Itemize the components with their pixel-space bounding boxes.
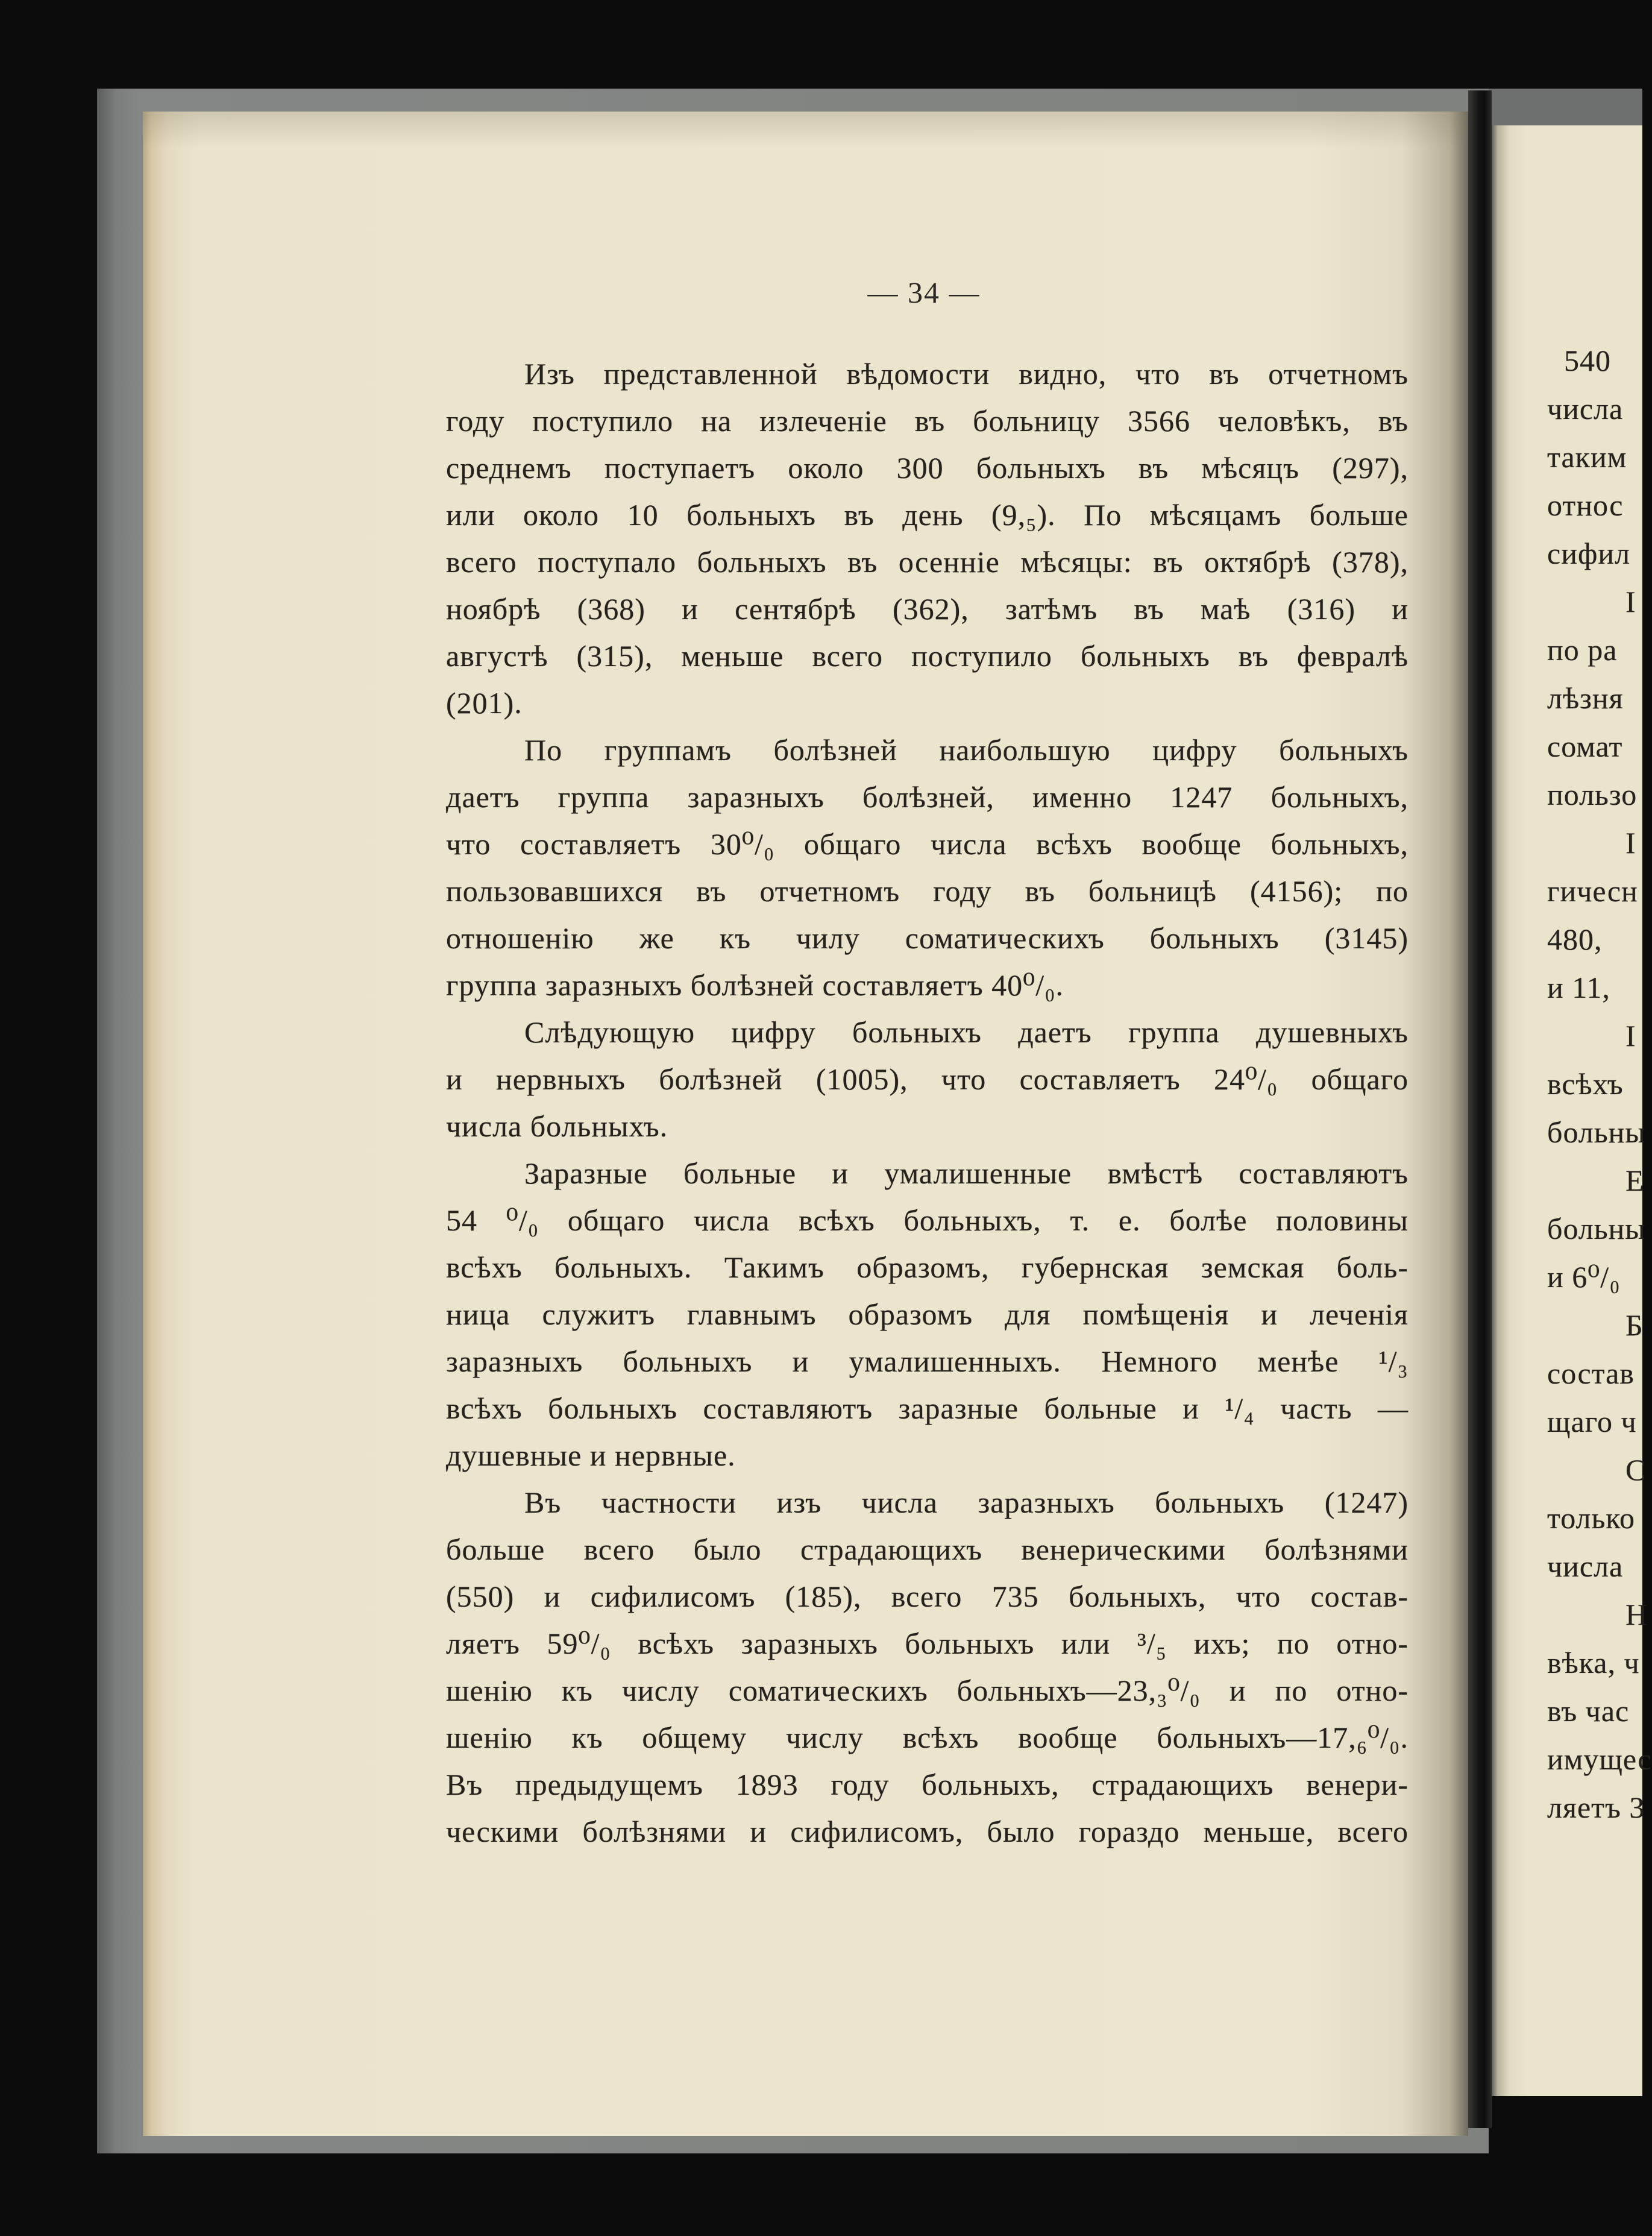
text-line: всѣхъ больныхъ. Такимъ образомъ, губернская земская боль-: [446, 1250, 1409, 1284]
text-line: ноябрѣ (368) и сентябрѣ (362), затѣмъ въ маѣ (316) и: [446, 592, 1409, 626]
facing-text-line: по ра: [1547, 633, 1618, 667]
book-gutter: [1468, 90, 1492, 2128]
text-line: даетъ группа заразныхъ болѣзней, именно 1247 больныхъ,: [446, 780, 1409, 814]
facing-text-line: щаго ч: [1547, 1405, 1637, 1438]
facing-text-line: пользо: [1547, 778, 1638, 811]
text-line: группа заразныхъ болѣзней составляетъ 40⁰/₀.: [446, 968, 1064, 1002]
facing-text-line: больны: [1547, 1212, 1646, 1246]
facing-text-line: лѣзня: [1547, 681, 1624, 715]
facing-text-line: и 6⁰/₀: [1547, 1260, 1621, 1294]
text-line: заразныхъ больныхъ и умалишенныхъ. Немного менѣе ¹/₃: [446, 1344, 1409, 1378]
text-line: Изъ представленной вѣдомости видно, что въ отчетномъ: [524, 357, 1409, 391]
facing-text-line: С: [1625, 1453, 1647, 1487]
facing-page: [1492, 125, 1652, 2096]
facing-text-line: и 11,: [1547, 971, 1610, 1004]
text-line: Въ предыдущемъ 1893 году больныхъ, страдающихъ венери-: [446, 1768, 1409, 1801]
facing-text-line: 540: [1564, 344, 1611, 377]
facing-text-line: сомат: [1547, 729, 1623, 763]
facing-text-line: таким: [1547, 440, 1627, 474]
facing-text-line: числа: [1547, 1549, 1624, 1583]
facing-text-line: больны: [1547, 1115, 1646, 1149]
text-line: шенію къ общему числу всѣхъ вообще больныхъ—17,₆⁰/₀.: [446, 1721, 1409, 1754]
facing-text-line: относ: [1547, 488, 1624, 522]
facing-text-line: сифил: [1547, 537, 1631, 570]
text-line: (550) и сифилисомъ (185), всего 735 больныхъ, что состав-: [446, 1579, 1409, 1613]
facing-text-line: въ час: [1547, 1694, 1630, 1728]
facing-text-line: I: [1625, 826, 1636, 860]
text-line: По группамъ болѣзней наибольшую цифру больныхъ: [524, 733, 1409, 767]
text-line: 54 ⁰/₀ общаго числа всѣхъ больныхъ, т. е. болѣе половины: [446, 1203, 1409, 1237]
text-line: всѣхъ больныхъ составляютъ заразные больные и ¹/₄ часть —: [446, 1391, 1409, 1425]
text-line: отношенію же къ чилу соматическихъ больныхъ (3145): [446, 921, 1409, 955]
text-line: Заразные больные и умалишенные вмѣстѣ составляютъ: [524, 1156, 1409, 1190]
text-line: году поступило на излеченіе въ больницу 3566 человѣкъ, въ: [446, 404, 1409, 438]
facing-text-line: I: [1625, 1019, 1636, 1053]
facing-text-line: числа: [1547, 392, 1624, 426]
facing-text-line: I: [1625, 585, 1636, 619]
text-line: ляетъ 59⁰/₀ всѣхъ заразныхъ больныхъ или ³/₅ ихъ; по отно-: [446, 1627, 1409, 1660]
facing-text-line: ляетъ 3: [1547, 1790, 1645, 1824]
text-line: Въ частности изъ числа заразныхъ больныхъ (1247): [524, 1485, 1409, 1519]
text-line: что составляетъ 30⁰/₀ общаго числа всѣхъ вообще больныхъ,: [446, 827, 1409, 861]
facing-text-line: всѣхъ: [1547, 1067, 1624, 1101]
left-page-shade: [143, 112, 1468, 148]
text-line: ческими болѣзнями и сифилисомъ, было гораздо меньше, всего: [446, 1815, 1409, 1848]
text-line: августѣ (315), меньше всего поступило больныхъ въ февралѣ: [446, 639, 1409, 673]
facing-text-line: Е: [1625, 1164, 1645, 1197]
facing-text-line: 480,: [1547, 922, 1603, 956]
text-line: или около 10 больныхъ въ день (9,₅). По мѣсяцамъ больше: [446, 498, 1409, 532]
facing-text-line: имущес: [1547, 1742, 1652, 1776]
text-line: (201).: [446, 686, 523, 720]
text-line: среднемъ поступаетъ около 300 больныхъ въ мѣсяцъ (297),: [446, 451, 1409, 485]
facing-text-line: Н: [1625, 1598, 1648, 1631]
facing-text-line: Б: [1625, 1308, 1644, 1342]
text-line: и нервныхъ болѣзней (1005), что составляетъ 24⁰/₀ общаго: [446, 1062, 1409, 1096]
text-line: всего поступало больныхъ въ осенніе мѣсяцы: въ октябрѣ (378),: [446, 545, 1409, 579]
text-line: Слѣдующую цифру больныхъ даетъ группа душевныхъ: [524, 1015, 1409, 1049]
facing-text-line: вѣка, ч: [1547, 1646, 1640, 1680]
facing-text-line: гичесн: [1547, 874, 1638, 908]
page-text-block: [446, 350, 1409, 1855]
facing-text-line: состав: [1547, 1356, 1635, 1390]
facing-text-line: только: [1547, 1501, 1636, 1535]
text-line: душевные и нервные.: [446, 1438, 736, 1472]
text-line: больше всего было страдающихъ венерическими болѣзнями: [446, 1532, 1409, 1566]
text-line: числа больныхъ.: [446, 1109, 668, 1143]
text-line: шенію къ числу соматическихъ больныхъ—23,₃⁰/₀ и по отно-: [446, 1674, 1409, 1707]
text-line: ница служитъ главнымъ образомъ для помѣщенія и леченія: [446, 1297, 1409, 1331]
page-number: — 34 —: [867, 276, 981, 309]
facing-page-text: [1547, 336, 1652, 1831]
text-line: пользовавшихся въ отчетномъ году въ больницѣ (4156); по: [446, 874, 1409, 908]
